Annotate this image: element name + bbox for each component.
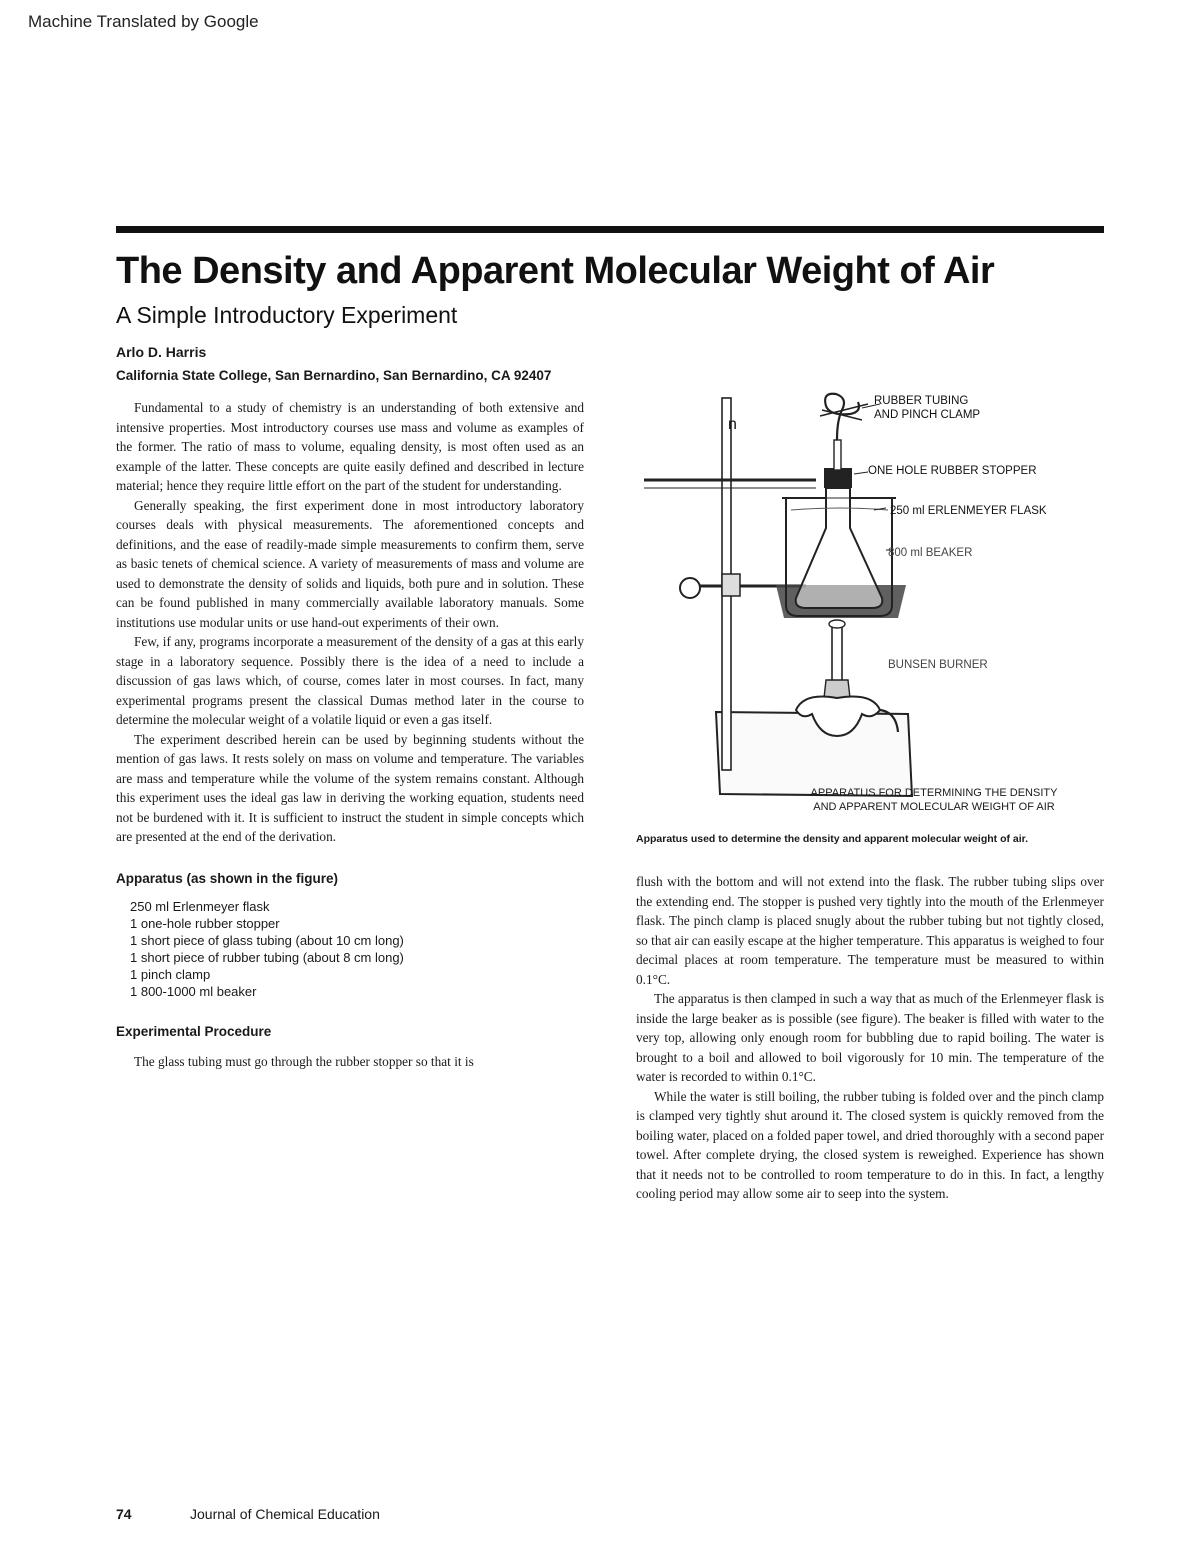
author-name: Arlo D. Harris [116, 344, 207, 360]
label-burner: BUNSEN BURNER [888, 659, 988, 671]
apparatus-heading: Apparatus (as shown in the figure) [116, 870, 339, 886]
figure-caption: Apparatus used to determine the density and apparent molecular weight of air. [636, 833, 1029, 845]
label-flask: 250 ml ERLENMEYER FLASK [890, 505, 1047, 517]
journal-name: Journal of Chemical Education [190, 1506, 380, 1522]
body-paragraph: Generally speaking, the first experiment done in most introductory laboratory courses deals with physical measurements. The aforementioned concepts and definitions, and the ease of readily-made simple measurements to confirm them, serve as basic tenets of chemical science. A variety of measurements of mass and volume are used to demonstrate the density of solids and liquids, both pure and in solution. These can be found published in many commercially available laboratory manuals. Some institutions use modular units or use hand-out experiments of their own. [116, 497, 584, 630]
stand-base [716, 712, 912, 796]
list-item: 1 one-hole rubber stopper [130, 916, 280, 931]
machine-translation-banner: Machine Translated by Google [28, 12, 259, 31]
flask-shape [796, 488, 883, 608]
right-column [636, 872, 1104, 1204]
body-paragraph: The apparatus is then clamped in such a way that as much of the Erlenmeyer flask is inside the large beaker as is possible (see figure). The beaker is filled with water to the very top, allowing only enough room for bubbling due to rapid boiling. The water is brought to a boil and allowed to boil vigorously for 10 min. The temperature of the water is recorded to within 0.1°C. [636, 991, 1104, 1084]
body-paragraph: flush with the bottom and will not extend into the flask. The rubber tubing slips over the extending end. The stopper is pushed very tightly into the mouth of the Erlenmeyer flask. The pinch clamp is placed snugly about the rubber tubing but not tightly closed, so that air can easily escape at the higher temperature. This apparatus is weighed to four decimal places at room temperature. The temperature must be measured to within 0.1°C. [636, 874, 1104, 987]
label-beaker: 800 ml BEAKER [888, 547, 973, 559]
procedure-text: The glass tubing must go through the rubber stopper so that it is [134, 1053, 474, 1069]
label-stopper: ONE HOLE RUBBER STOPPER [868, 465, 1037, 477]
left-column [116, 398, 584, 1071]
list-item: 1 short piece of glass tubing (about 10 cm long) [130, 933, 404, 948]
label-stand-letter: n [728, 416, 737, 433]
body-paragraph: Fundamental to a study of chemistry is an understanding of both extensive and intensive properties. Most introductory courses use mass and volume as examples of the former. The ratio of mass to volume, equaling density, is most often used as an example of the latter. These concepts are quite easily defined and described in lecture material; hence they require little effort on the part of the student for understanding. [116, 400, 584, 493]
article-subtitle: A Simple Introductory Experiment [116, 302, 458, 328]
body-paragraph: Few, if any, programs incorporate a measurement of the density of a gas at this early stage in a laboratory sequence. Possibly there is the idea of a need to include a discussion of gas laws which, of course, comes later in most courses. In fact, many experimental programs present the classical Dumas method later in the course to determine the molecular weight of a volatile liquid or even a gas itself. [116, 634, 584, 727]
apparatus-drawing [636, 380, 1106, 820]
apparatus-list [116, 898, 584, 1000]
body-paragraph: The experiment described herein can be used by beginning students without the mention of gas laws. It rests solely on mass on volume and temperature. The variables are mass and temperature while the volume of the system remains constant. Although this experiment uses the ideal gas law in deriving the working equation, students need not be burdened with it. It is sufficient to instruct the student in simple concepts which are presented at the end of the derivation. [116, 731, 584, 844]
list-item: 1 pinch clamp [130, 967, 211, 982]
tubing-shape [825, 394, 859, 440]
stopper-shape [824, 468, 852, 488]
list-item: 1 short piece of rubber tubing (about 8 cm long) [130, 950, 404, 965]
title-rule [116, 226, 1104, 233]
body-paragraph: While the water is still boiling, the rubber tubing is folded over and the pinch clamp is clamped very tightly shut around it. The closed system is quickly removed from the boiling water, placed on a folded paper towel, and dried thoroughly with a second paper towel. After complete drying, the closed system is reweighed. Experience has shown that it needs not to be controlled to room temperature to do in this. In fact, a lengthy cooling period may allow some air to seep into the system. [636, 1088, 1104, 1201]
list-item: 1 800-1000 ml beaker [130, 984, 257, 999]
figure-inner-title: APPARATUS FOR DETERMINING THE DENSITY AND APPARENT MOLECULAR WEIGHT OF AIR [810, 787, 1058, 813]
apparatus-figure [636, 380, 1106, 820]
article-title: The Density and Apparent Molecular Weight of Air [116, 250, 995, 292]
page-number: 74 [116, 1506, 132, 1522]
list-item: 250 ml Erlenmeyer flask [130, 899, 270, 914]
procedure-heading: Experimental Procedure [116, 1024, 272, 1039]
label-rubber-tubing: RUBBER TUBING AND PINCH CLAMP [874, 395, 981, 421]
author-affiliation: California State College, San Bernardino, San Bernardino, CA 92407 [116, 368, 552, 383]
